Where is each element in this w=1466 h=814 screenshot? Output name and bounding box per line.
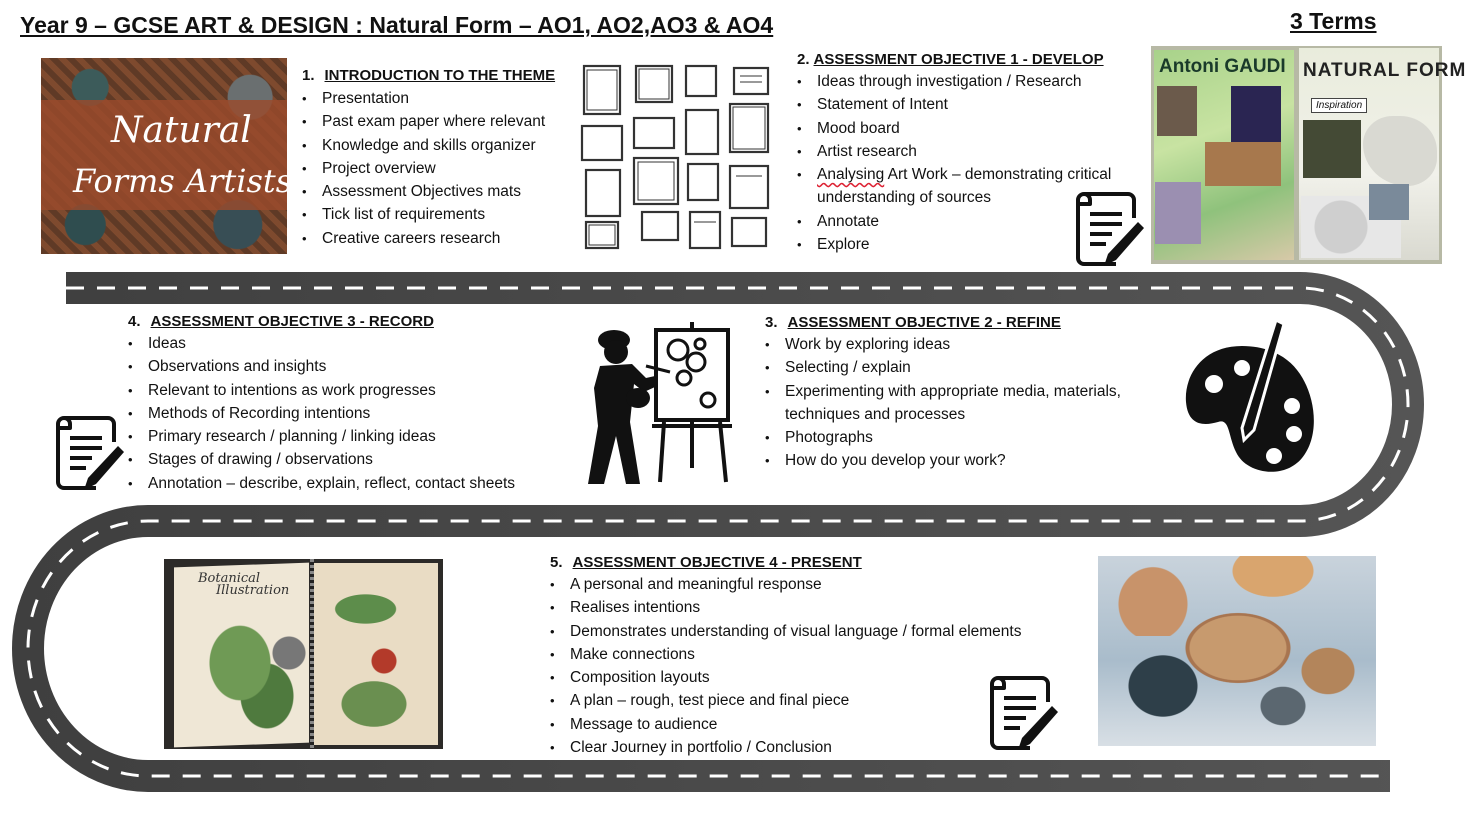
list-item: • How do you develop your work? xyxy=(765,449,1121,472)
section-1-list xyxy=(302,87,555,250)
banner-title-line2: Forms Artists xyxy=(73,162,293,200)
artist-easel-icon xyxy=(580,318,735,486)
list-item: • Knowledge and skills organizer xyxy=(302,134,555,157)
document-pen-icon xyxy=(990,672,1060,756)
list-item: • Clear Journey in portfolio / Conclusion xyxy=(550,736,1021,759)
gaudi-right-title: NATURAL FORM xyxy=(1303,60,1466,81)
section-3-heading: 3. ASSESSMENT OBJECTIVE 2 - REFINE xyxy=(765,314,1061,331)
list-item: • Creative careers research xyxy=(302,227,555,250)
botanical-sketchbook-image xyxy=(164,559,443,749)
section-4-heading: 4. ASSESSMENT OBJECTIVE 3 - RECORD xyxy=(128,313,434,330)
list-item-continuation: understanding of sources xyxy=(817,189,992,207)
list-item: • Message to audience xyxy=(550,713,1021,736)
list-item: • Primary research / planning / linking ideas xyxy=(128,425,515,448)
section-2-heading: 2. ASSESSMENT OBJECTIVE 1 - DEVELOP xyxy=(797,51,1104,68)
section-4-list xyxy=(128,332,515,495)
section-5-present xyxy=(550,554,1021,759)
list-item: • Tick list of requirements xyxy=(302,203,555,226)
list-item: • Composition layouts xyxy=(550,666,1021,689)
list-item: • Statement of Intent xyxy=(797,93,1111,116)
sketch-frames-icon xyxy=(578,62,774,252)
crab-painting-image xyxy=(1098,556,1376,746)
section-1-introduction xyxy=(302,67,555,250)
natural-forms-banner-image xyxy=(41,58,293,254)
section-2-develop xyxy=(797,51,1111,256)
list-item: • Realises intentions xyxy=(550,596,1021,619)
section-3-list xyxy=(765,333,1121,473)
section-1-heading: 1. INTRODUCTION TO THE THEME xyxy=(302,67,556,84)
list-item: • Demonstrates understanding of visual language / formal elements xyxy=(550,620,1021,643)
list-item: • Explore xyxy=(797,233,1111,256)
list-item: • Stages of drawing / observations xyxy=(128,448,515,471)
list-item: • Photographs xyxy=(765,426,1121,449)
inspiration-tag: Inspiration xyxy=(1311,98,1367,113)
list-item: • Assessment Objectives mats xyxy=(302,180,555,203)
list-item: • Methods of Recording intentions xyxy=(128,402,515,425)
sketchbook-title-line1: Botanical xyxy=(198,571,261,586)
section-5-heading: 5. ASSESSMENT OBJECTIVE 4 - PRESENT xyxy=(550,554,862,571)
list-item: • A personal and meaningful response xyxy=(550,573,1021,596)
list-item: • Experimenting with appropriate media, materials, xyxy=(765,380,1121,403)
gaudi-left-title: Antoni GAUDI xyxy=(1159,56,1286,77)
gaudi-sketchbook-image xyxy=(1151,46,1466,264)
list-item: • Past exam paper where relevant xyxy=(302,110,555,133)
banner-title-line1: Natural xyxy=(111,110,252,151)
list-item: • Mood board xyxy=(797,117,1111,140)
document-pen-icon xyxy=(1076,188,1146,272)
list-item: • Project overview xyxy=(302,157,555,180)
terms-label: 3 Terms xyxy=(1290,8,1377,34)
sketchbook-title-line2: Illustration xyxy=(216,583,290,598)
list-item: • Annotation – describe, explain, reflect, contact sheets xyxy=(128,472,515,495)
list-item: • Work by exploring ideas xyxy=(765,333,1121,356)
document-pen-icon xyxy=(56,412,126,496)
page-title: Year 9 – GCSE ART & DESIGN : Natural Form – AO1, AO2,AO3 & AO4 xyxy=(20,12,774,38)
section-2-list xyxy=(797,70,1111,256)
paint-palette-icon xyxy=(1184,318,1318,480)
list-item xyxy=(797,163,1111,186)
list-item: • Ideas through investigation / Research xyxy=(797,70,1111,93)
list-item: • Artist research xyxy=(797,140,1111,163)
section-3-refine xyxy=(765,314,1121,473)
list-item-continuation: techniques and processes xyxy=(785,405,966,423)
list-item: • Make connections xyxy=(550,643,1021,666)
section-4-record xyxy=(128,313,515,495)
list-item-rest: Art Work – demonstrating critical xyxy=(884,166,1112,184)
list-item: • A plan – rough, test piece and final piece xyxy=(550,689,1021,712)
list-item: • Selecting / explain xyxy=(765,356,1121,379)
list-item: • Ideas xyxy=(128,332,515,355)
section-5-list xyxy=(550,573,1021,759)
list-item: • Annotate xyxy=(797,210,1111,233)
squiggle-word: Analysing xyxy=(817,166,885,184)
list-item: • Relevant to intentions as work progresses xyxy=(128,379,515,402)
list-item: • Presentation xyxy=(302,87,555,110)
list-item: • Observations and insights xyxy=(128,355,515,378)
